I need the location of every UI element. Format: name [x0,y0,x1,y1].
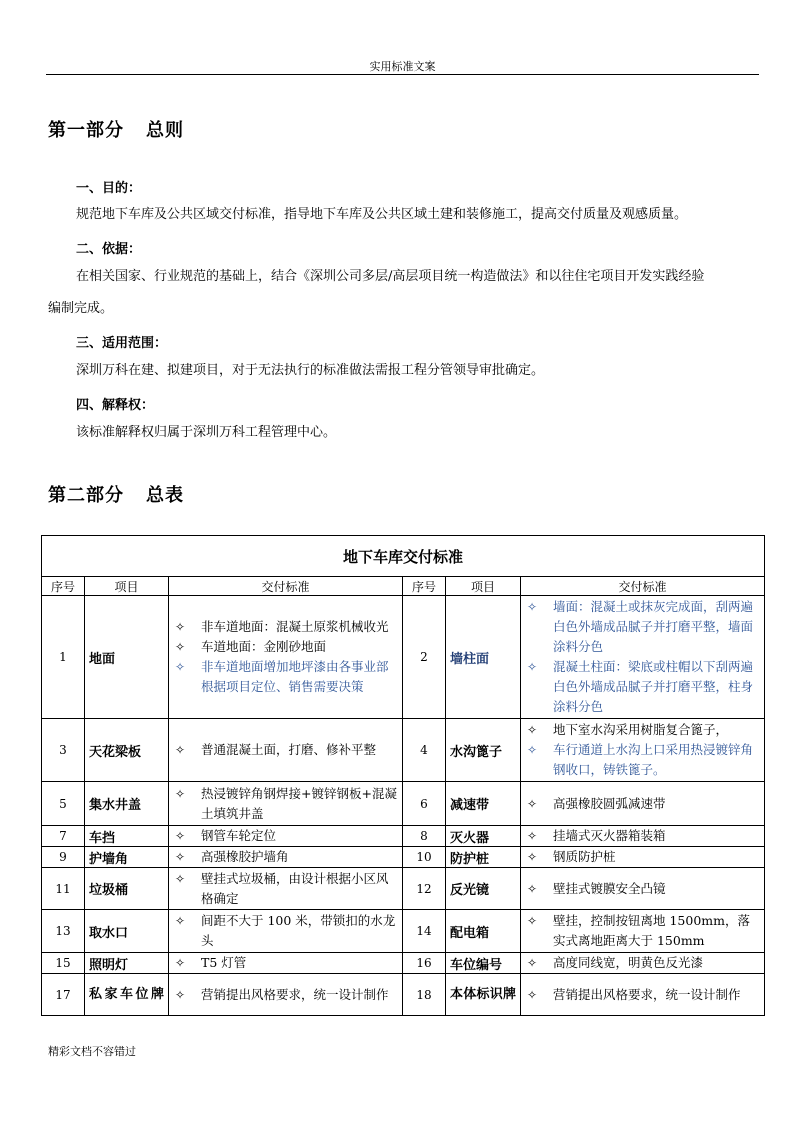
standard-cell [521,826,765,847]
row-number: 1 [42,596,85,719]
standard-bullet: ✧ 高强橡胶护墙角 [173,847,398,867]
standard-bullet: ✧ 挂墙式灭火器箱装箱 [525,826,760,846]
standard-cell [521,910,765,953]
item-name: 车位编号 [446,953,521,974]
row-number: 5 [42,782,85,826]
part2-title [48,481,184,507]
part1-title-text: 总则 [146,120,184,141]
row-number: 9 [42,847,85,868]
item-name: 反光镜 [446,868,521,910]
item-name: 取水口 [85,910,169,953]
standard-bullet: ✧ 混凝土柱面：梁底或柱帽以下刮两遍白色外墙成品腻子并打磨平整，柱身涂料分色 [525,657,760,717]
standard-cell [169,847,403,868]
table-row [42,974,765,1016]
row-number: 8 [403,826,446,847]
standard-cell [169,974,403,1016]
col-header-no-2: 序号 [403,577,446,596]
row-number: 2 [403,596,446,719]
standard-bullet: ✧ 地下室水沟采用树脂复合篦子， [525,720,760,740]
part1-title-label: 第一部分 [48,120,124,141]
table-row [42,596,765,719]
standard-cell [169,719,403,782]
item-name: 照明灯 [85,953,169,974]
item-name: 墙柱面 [446,596,521,719]
standard-bullet: ✧ 钢质防护桩 [525,847,760,867]
item-name: 减速带 [446,782,521,826]
part2-title-label: 第二部分 [48,485,124,506]
part1-title [48,116,184,142]
standard-bullet: ✧ 钢管车轮定位 [173,826,398,846]
table-row [42,953,765,974]
table-row [42,910,765,953]
row-number: 7 [42,826,85,847]
page-footer: 精彩文档不容错过 [48,1045,136,1058]
row-number: 4 [403,719,446,782]
standard-bullet: ✧ 壁挂，控制按钮离地 1500mm，落实式离地距离大于 150mm [525,911,760,951]
row-number: 12 [403,868,446,910]
standard-cell [521,719,765,782]
item-name: 天花梁板 [85,719,169,782]
item-name: 防护桩 [446,847,521,868]
table-row [42,868,765,910]
table-row [42,719,765,782]
item-name: 配电箱 [446,910,521,953]
col-header-no: 序号 [42,577,85,596]
table-row [42,826,765,847]
row-number: 3 [42,719,85,782]
standard-bullet: ✧ 车行通道上水沟上口采用热浸镀锌角钢收口，铸铁篦子。 [525,740,760,780]
standard-cell [521,974,765,1016]
item-name: 护墙角 [85,847,169,868]
standard-bullet: ✧ 壁挂式镀膜安全凸镜 [525,879,760,899]
item-name: 车挡 [85,826,169,847]
standard-cell [169,826,403,847]
standard-bullet: ✧ 间距不大于 100 米，带锁扣的水龙头 [173,911,398,951]
item-name: 地面 [85,596,169,719]
col-header-standard-2: 交付标准 [521,577,765,596]
standard-cell [169,782,403,826]
item-name: 水沟篦子 [446,719,521,782]
section-heading-interpretation: 四、解释权： [76,398,155,413]
row-number: 11 [42,868,85,910]
section-paragraph-basis-line2: 编制完成。 [48,301,114,316]
standard-cell [169,596,403,719]
delivery-standard-table [41,535,765,1016]
item-name: 集水井盖 [85,782,169,826]
item-name: 垃圾桶 [85,868,169,910]
standard-bullet: ✧ 车道地面：金刚砂地面 [173,637,398,657]
standard-cell [521,953,765,974]
standard-cell [521,596,765,719]
col-header-standard: 交付标准 [169,577,403,596]
item-name: 本体标识牌 [446,974,521,1016]
row-number: 16 [403,953,446,974]
header-rule [46,74,759,75]
row-number: 14 [403,910,446,953]
standard-cell [169,910,403,953]
section-paragraph-scope: 深圳万科在建、拟建项目，对于无法执行的标准做法需报工程分管领导审批确定。 [76,363,545,378]
section-paragraph-interpretation: 该标准解释权归属于深圳万科工程管理中心。 [76,425,337,440]
section-paragraph-basis-line1: 在相关国家、行业规范的基础上，结合《深圳公司多层/高层项目统一构造做法》和以往住宅项目开发实践经验 [76,269,705,284]
table-row [42,782,765,826]
page-header: 实用标准文案 [369,60,436,73]
standard-bullet: ✧ 墙面：混凝土或抹灰完成面，刮两遍白色外墙成品腻子并打磨平整，墙面涂料分色 [525,597,760,657]
standard-cell [521,847,765,868]
standard-cell [521,782,765,826]
standard-cell [169,953,403,974]
row-number: 18 [403,974,446,1016]
standard-bullet: ✧ 营销提出风格要求，统一设计制作 [173,985,398,1005]
row-number: 13 [42,910,85,953]
standard-bullet: ✧ 壁挂式垃圾桶，由设计根据小区风格确定 [173,869,398,909]
standard-bullet: ✧ 普通混凝土面，打磨、修补平整 [173,740,398,760]
standard-cell [169,868,403,910]
item-name: 私家车位牌 [85,974,169,1016]
section-heading-purpose: 一、目的： [76,181,142,196]
section-heading-basis: 二、依据： [76,242,142,257]
row-number: 10 [403,847,446,868]
row-number: 15 [42,953,85,974]
table-row [42,847,765,868]
row-number: 6 [403,782,446,826]
table-title: 地下车库交付标准 [42,536,765,577]
standard-bullet: ✧ 非车道地面：混凝土原浆机械收光 [173,617,398,637]
standard-bullet: ✧ 高度同线宽，明黄色反光漆 [525,953,760,973]
standard-bullet: ✧ T5 灯管 [173,953,398,973]
row-number: 17 [42,974,85,1016]
standard-cell [521,868,765,910]
standard-bullet: ✧ 热浸镀锌角钢焊接+镀锌钢板+混凝土填筑井盖 [173,784,398,824]
col-header-item-2: 项目 [446,577,521,596]
table-header-row [42,577,765,596]
section-paragraph-purpose: 规范地下车库及公共区域交付标准，指导地下车库及公共区域土建和装修施工，提高交付质量及观感质量。 [76,207,688,222]
col-header-item: 项目 [85,577,169,596]
item-name: 灭火器 [446,826,521,847]
standard-bullet: ✧ 非车道地面增加地坪漆由各事业部根据项目定位、销售需要决策 [173,657,398,697]
section-heading-scope: 三、适用范围： [76,336,168,351]
standard-bullet: ✧ 营销提出风格要求，统一设计制作 [525,985,760,1005]
part2-title-text: 总表 [146,485,184,506]
standard-bullet: ✧ 高强橡胶圆弧减速带 [525,794,760,814]
